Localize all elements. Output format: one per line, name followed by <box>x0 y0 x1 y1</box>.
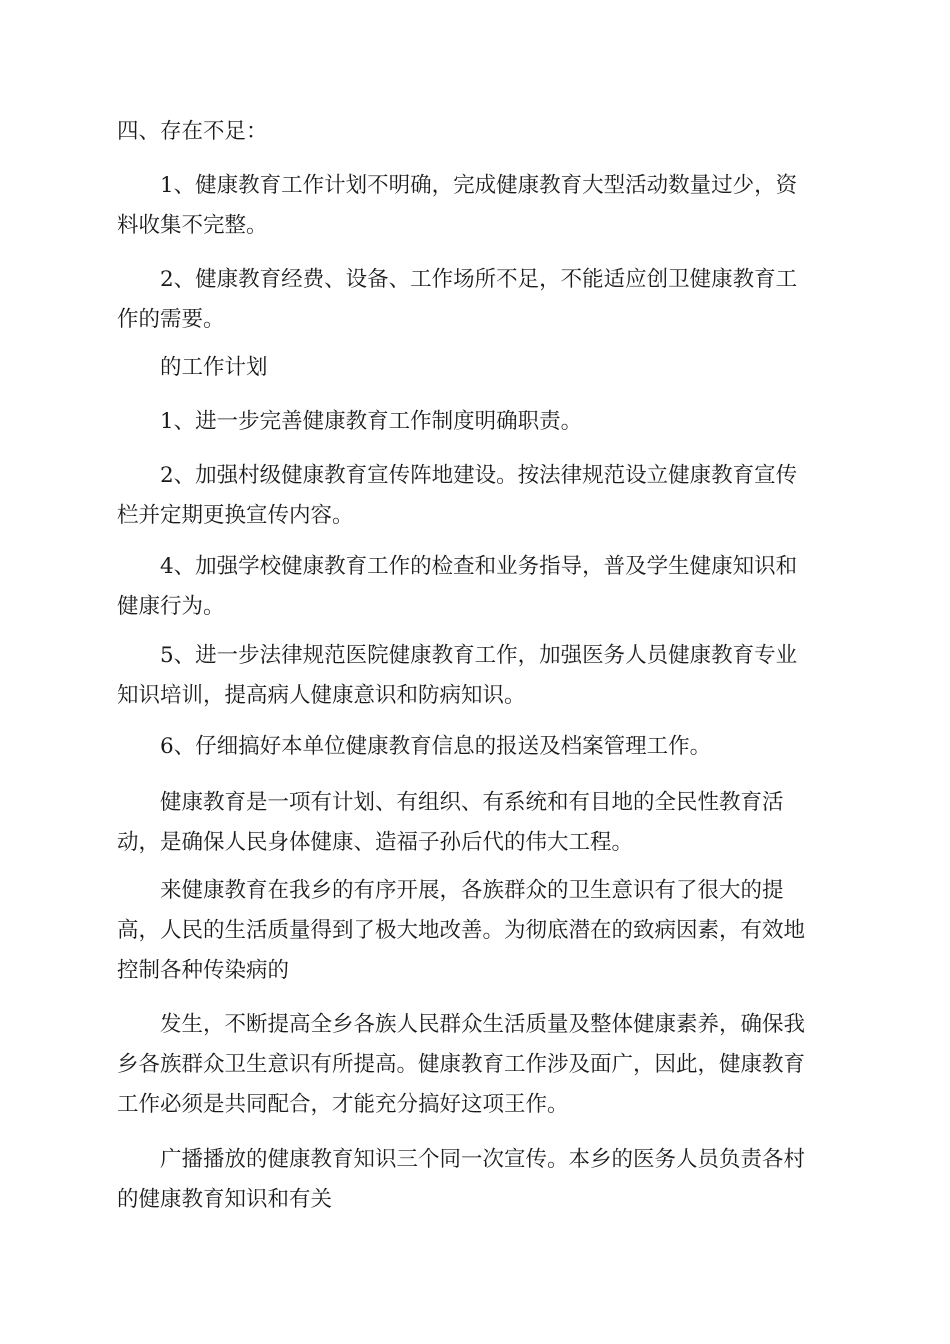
section-heading: 四、存在不足： <box>117 119 268 144</box>
paragraph-3: 1、进一步完善健康教育工作制度明确职责。 <box>160 409 583 434</box>
plan-heading: 的工作计划 <box>160 355 268 380</box>
paragraph-11: 广播播放的健康教育知识三个同一次宣传。本乡的医务人员负责各村 的健康教育知识和有关 <box>117 1147 806 1212</box>
paragraph-1: 1、健康教育工作计划不明确，完成健康教育大型活动数量过少，资 料收集不完整。 <box>117 173 798 238</box>
paragraph-7: 6、仔细搞好本单位健康教育信息的报送及档案管理工作。 <box>160 734 712 759</box>
paragraph-10: 发生，不断提高全乡各族人民群众生活质量及整体健康素养，确保我 乡各族群众卫生意识有所提高。健康教育工作涉及面广，因此，健康教育 工作必须是共同配合，才能充分搞好这项王作。 <box>117 1012 806 1117</box>
paragraph-8: 健康教育是一项有计划、有组织、有系统和有目地的全民性教育活 动，是确保人民身体健康、造福子孙后代的伟大工程。 <box>117 790 784 855</box>
paragraph-2: 2、健康教育经费、设备、工作场所不足，不能适应创卫健康教育工 作的需要。 <box>117 267 798 332</box>
paragraph-5: 4、加强学校健康教育工作的检查和业务指导，普及学生健康知识和 健康行为。 <box>117 554 798 619</box>
paragraph-4: 2、加强村级健康教育宣传阵地建设。按法律规范设立健康教育宣传 栏并定期更换宣传内容。 <box>117 463 798 528</box>
paragraph-6: 5、进一步法律规范医院健康教育工作，加强医务人员健康教育专业 知识培训，提高病人健康意识和防病知识。 <box>117 643 798 708</box>
paragraph-9: 来健康教育在我乡的有序开展，各族群众的卫生意识有了很大的提 高，人民的生活质量得到了极大地改善。为彻底潜在的致病因素，有效地 控制各种传染病的 <box>117 878 806 983</box>
